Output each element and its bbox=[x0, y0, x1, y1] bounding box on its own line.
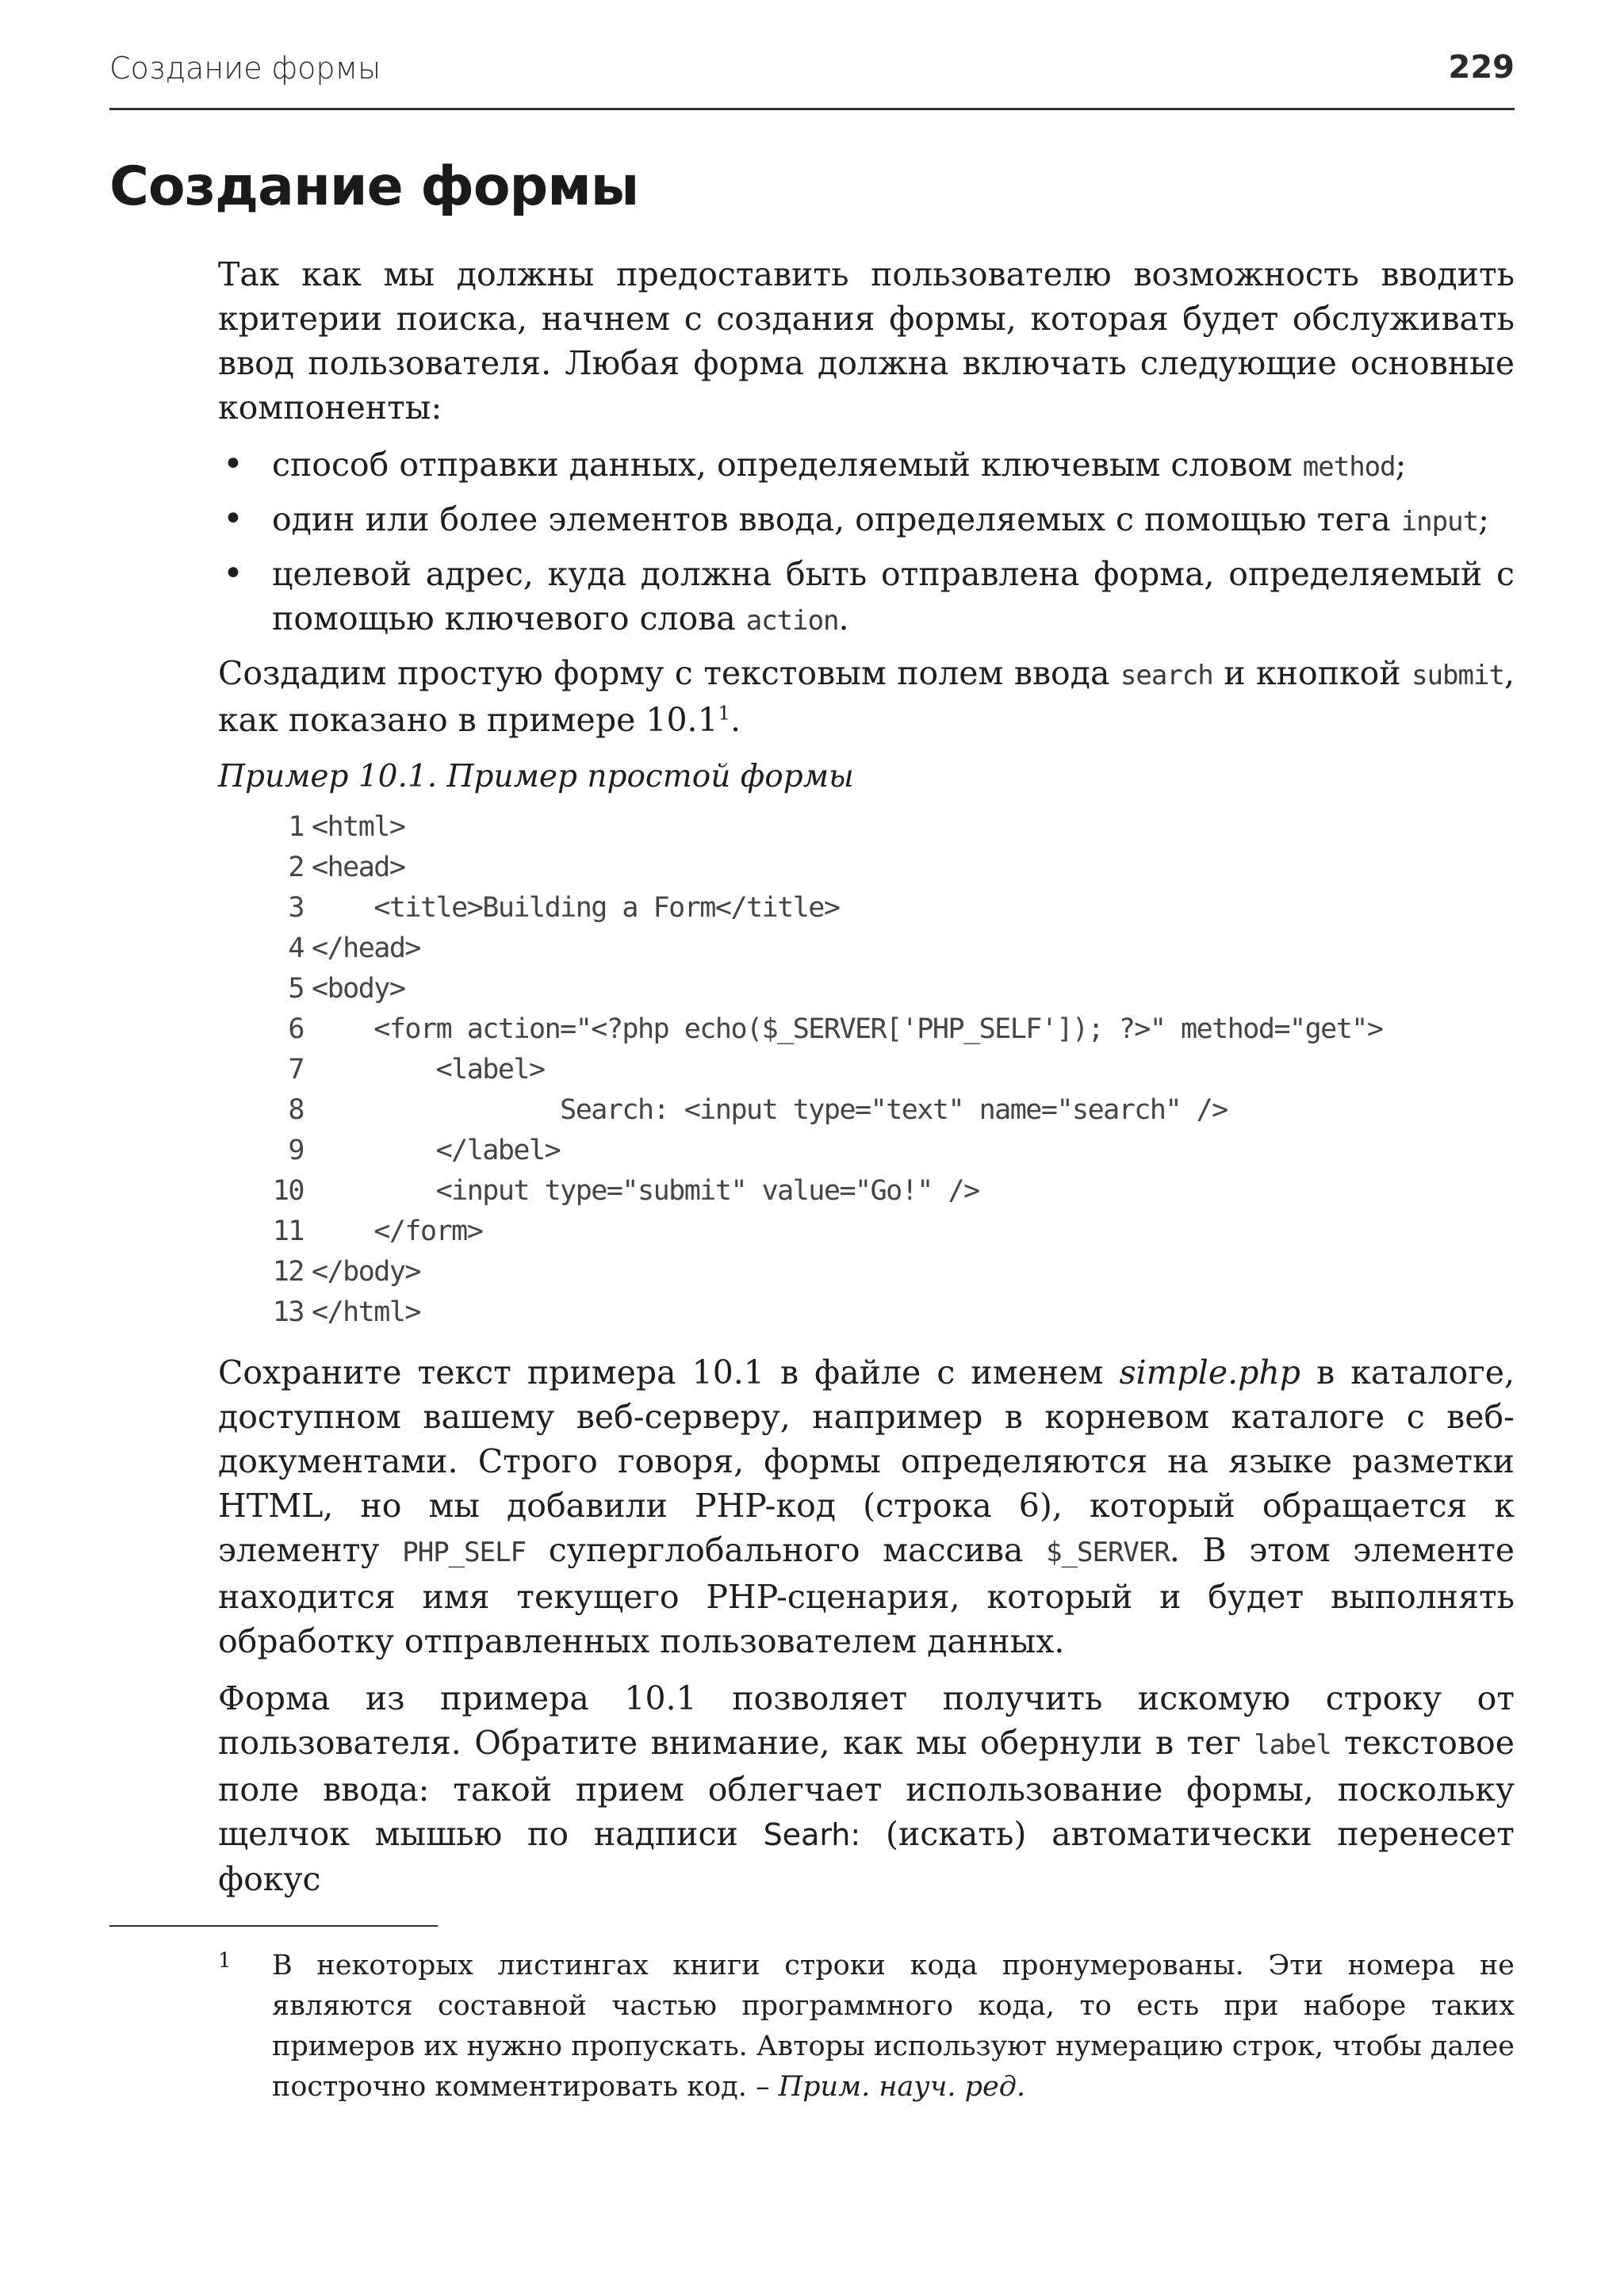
code-line bbox=[272, 1050, 1515, 1090]
editor-note: Прим. науч. ред. bbox=[778, 2071, 1026, 2103]
code-text: </form> bbox=[312, 1215, 483, 1247]
list-item: • целевой адрес, куда должна быть отправлена форма, определяемый с помощью ключевого слова action. bbox=[223, 553, 1515, 637]
code-line bbox=[272, 1212, 1515, 1252]
code-text: </html> bbox=[312, 1296, 421, 1328]
code-text: <label> bbox=[312, 1054, 545, 1085]
footnote-text: В некоторых листингах книги строки кода пронумерованы. Эти номера не являются составной частью программного кода, то есть при наборе таких примеров их нужно пропускать. Авторы используют нумерацию строк, чтобы далее построчно комментировать код. – Прим. науч. ред. bbox=[272, 1950, 1515, 2103]
line-number: 5 bbox=[288, 973, 304, 1005]
ui-label-text: Searh: bbox=[763, 1817, 861, 1852]
example-caption: Пример 10.1. Пример простой формы bbox=[218, 759, 854, 794]
code-text: <input type="submit" value="Go!" /> bbox=[312, 1175, 979, 1207]
section-title: Создание формы bbox=[109, 155, 639, 218]
components-list bbox=[218, 442, 1515, 643]
inline-code: search bbox=[1120, 660, 1213, 691]
footnote-rule bbox=[109, 1925, 438, 1927]
inline-code: PHP_SELF bbox=[402, 1537, 527, 1568]
inline-code: submit bbox=[1411, 660, 1504, 691]
footnote-mark: 1 bbox=[218, 1949, 232, 1973]
line-number: 13 bbox=[272, 1296, 304, 1328]
code-line bbox=[272, 1090, 1515, 1131]
code-text: Search: <input type="text" name="search" /> bbox=[312, 1094, 1228, 1126]
code-text: </head> bbox=[312, 932, 421, 964]
code-text: </body> bbox=[312, 1256, 421, 1288]
form-intro-paragraph: Создадим простую форму с текстовым полем ввода search и кнопкой submit, как показано в примере 10.1$^1$. bbox=[218, 654, 1515, 739]
bullet-icon: • bbox=[223, 444, 243, 484]
running-head bbox=[109, 46, 1515, 94]
code-line bbox=[272, 928, 1515, 969]
inline-code: $_SERVER bbox=[1046, 1537, 1170, 1568]
body-text bbox=[218, 252, 1515, 1914]
file-name: simple.php bbox=[1119, 1353, 1301, 1392]
code-line bbox=[272, 888, 1515, 928]
save-file-paragraph: Сохраните текст примера 10.1 в файле с именем simple.php в каталоге, доступном вашему веб-серверу, например в корневом каталоге с веб-документами. Строго говоря, формы определяются на языке разметки HTML, но мы добавили PHP-код (строка 6), который обращается к элементу PHP_SELF суперглобального массива $_SERVER. В этом элементе находится имя текущего PHP-сценария, который и будет выполнять обработку отправленных пользователем данных. bbox=[218, 1353, 1515, 1660]
list-item: • способ отправки данных, определяемый ключевым словом method; bbox=[218, 442, 1515, 489]
inline-code: input bbox=[1400, 506, 1479, 538]
line-number: 10 bbox=[272, 1175, 304, 1207]
code-line bbox=[272, 1292, 1515, 1333]
line-number: 3 bbox=[288, 892, 304, 924]
list-item: • один или более элементов ввода, определяемых с помощью тега input; bbox=[218, 497, 1515, 544]
bullet-icon: • bbox=[223, 499, 243, 539]
code-text: <title>Building a Form</title> bbox=[312, 892, 840, 924]
inline-code: action bbox=[745, 605, 839, 637]
header-rule bbox=[109, 108, 1515, 110]
footnote-reference[interactable]: 1 bbox=[718, 702, 730, 725]
line-number: 9 bbox=[288, 1135, 304, 1166]
code-line bbox=[272, 848, 1515, 888]
code-text: </label> bbox=[312, 1135, 561, 1166]
line-number: 1 bbox=[288, 811, 304, 843]
code-text: <form action="<?php echo($_SERVER['PHP_SELF']); ?>" method="get"> bbox=[312, 1013, 1383, 1045]
code-text: <body> bbox=[312, 973, 405, 1005]
code-listing bbox=[272, 807, 1515, 1333]
label-paragraph: Форма из примера 10.1 позволяет получить искомую строку от пользователя. Обратите внимание, как мы обернули в тег label текстовое поле ввода: такой прием облегчает использование формы, поскольку щелчок мышью по надписи Searh: (искать) автоматически перенесет фокус bbox=[218, 1679, 1515, 1898]
line-number: 7 bbox=[288, 1054, 304, 1085]
inline-code: label bbox=[1254, 1729, 1331, 1761]
code-line bbox=[272, 1252, 1515, 1292]
inline-code: method bbox=[1302, 451, 1396, 483]
code-line bbox=[272, 969, 1515, 1009]
line-number: 4 bbox=[288, 932, 304, 964]
intro-paragraph: Так как мы должны предоставить пользователю возможность вводить критерии поиска, начнем с создания формы, которая будет обслуживать ввод пользователя. Любая форма должна включать следующие основные компоненты: bbox=[218, 255, 1515, 427]
code-text: <html> bbox=[312, 811, 405, 843]
line-number: 8 bbox=[288, 1094, 304, 1126]
code-line bbox=[272, 807, 1515, 848]
code-line bbox=[272, 1009, 1515, 1050]
code-line bbox=[272, 1171, 1515, 1212]
code-line bbox=[272, 1131, 1515, 1171]
line-number: 6 bbox=[288, 1013, 304, 1045]
line-number: 12 bbox=[272, 1256, 304, 1288]
line-number: 2 bbox=[288, 852, 304, 883]
bullet-icon: • bbox=[223, 553, 243, 594]
running-head-title: Создание формы bbox=[109, 51, 381, 86]
footnote bbox=[218, 1946, 1515, 2107]
page-number: 229 bbox=[1448, 49, 1515, 86]
code-text: <head> bbox=[312, 852, 405, 883]
line-number: 11 bbox=[272, 1215, 304, 1247]
